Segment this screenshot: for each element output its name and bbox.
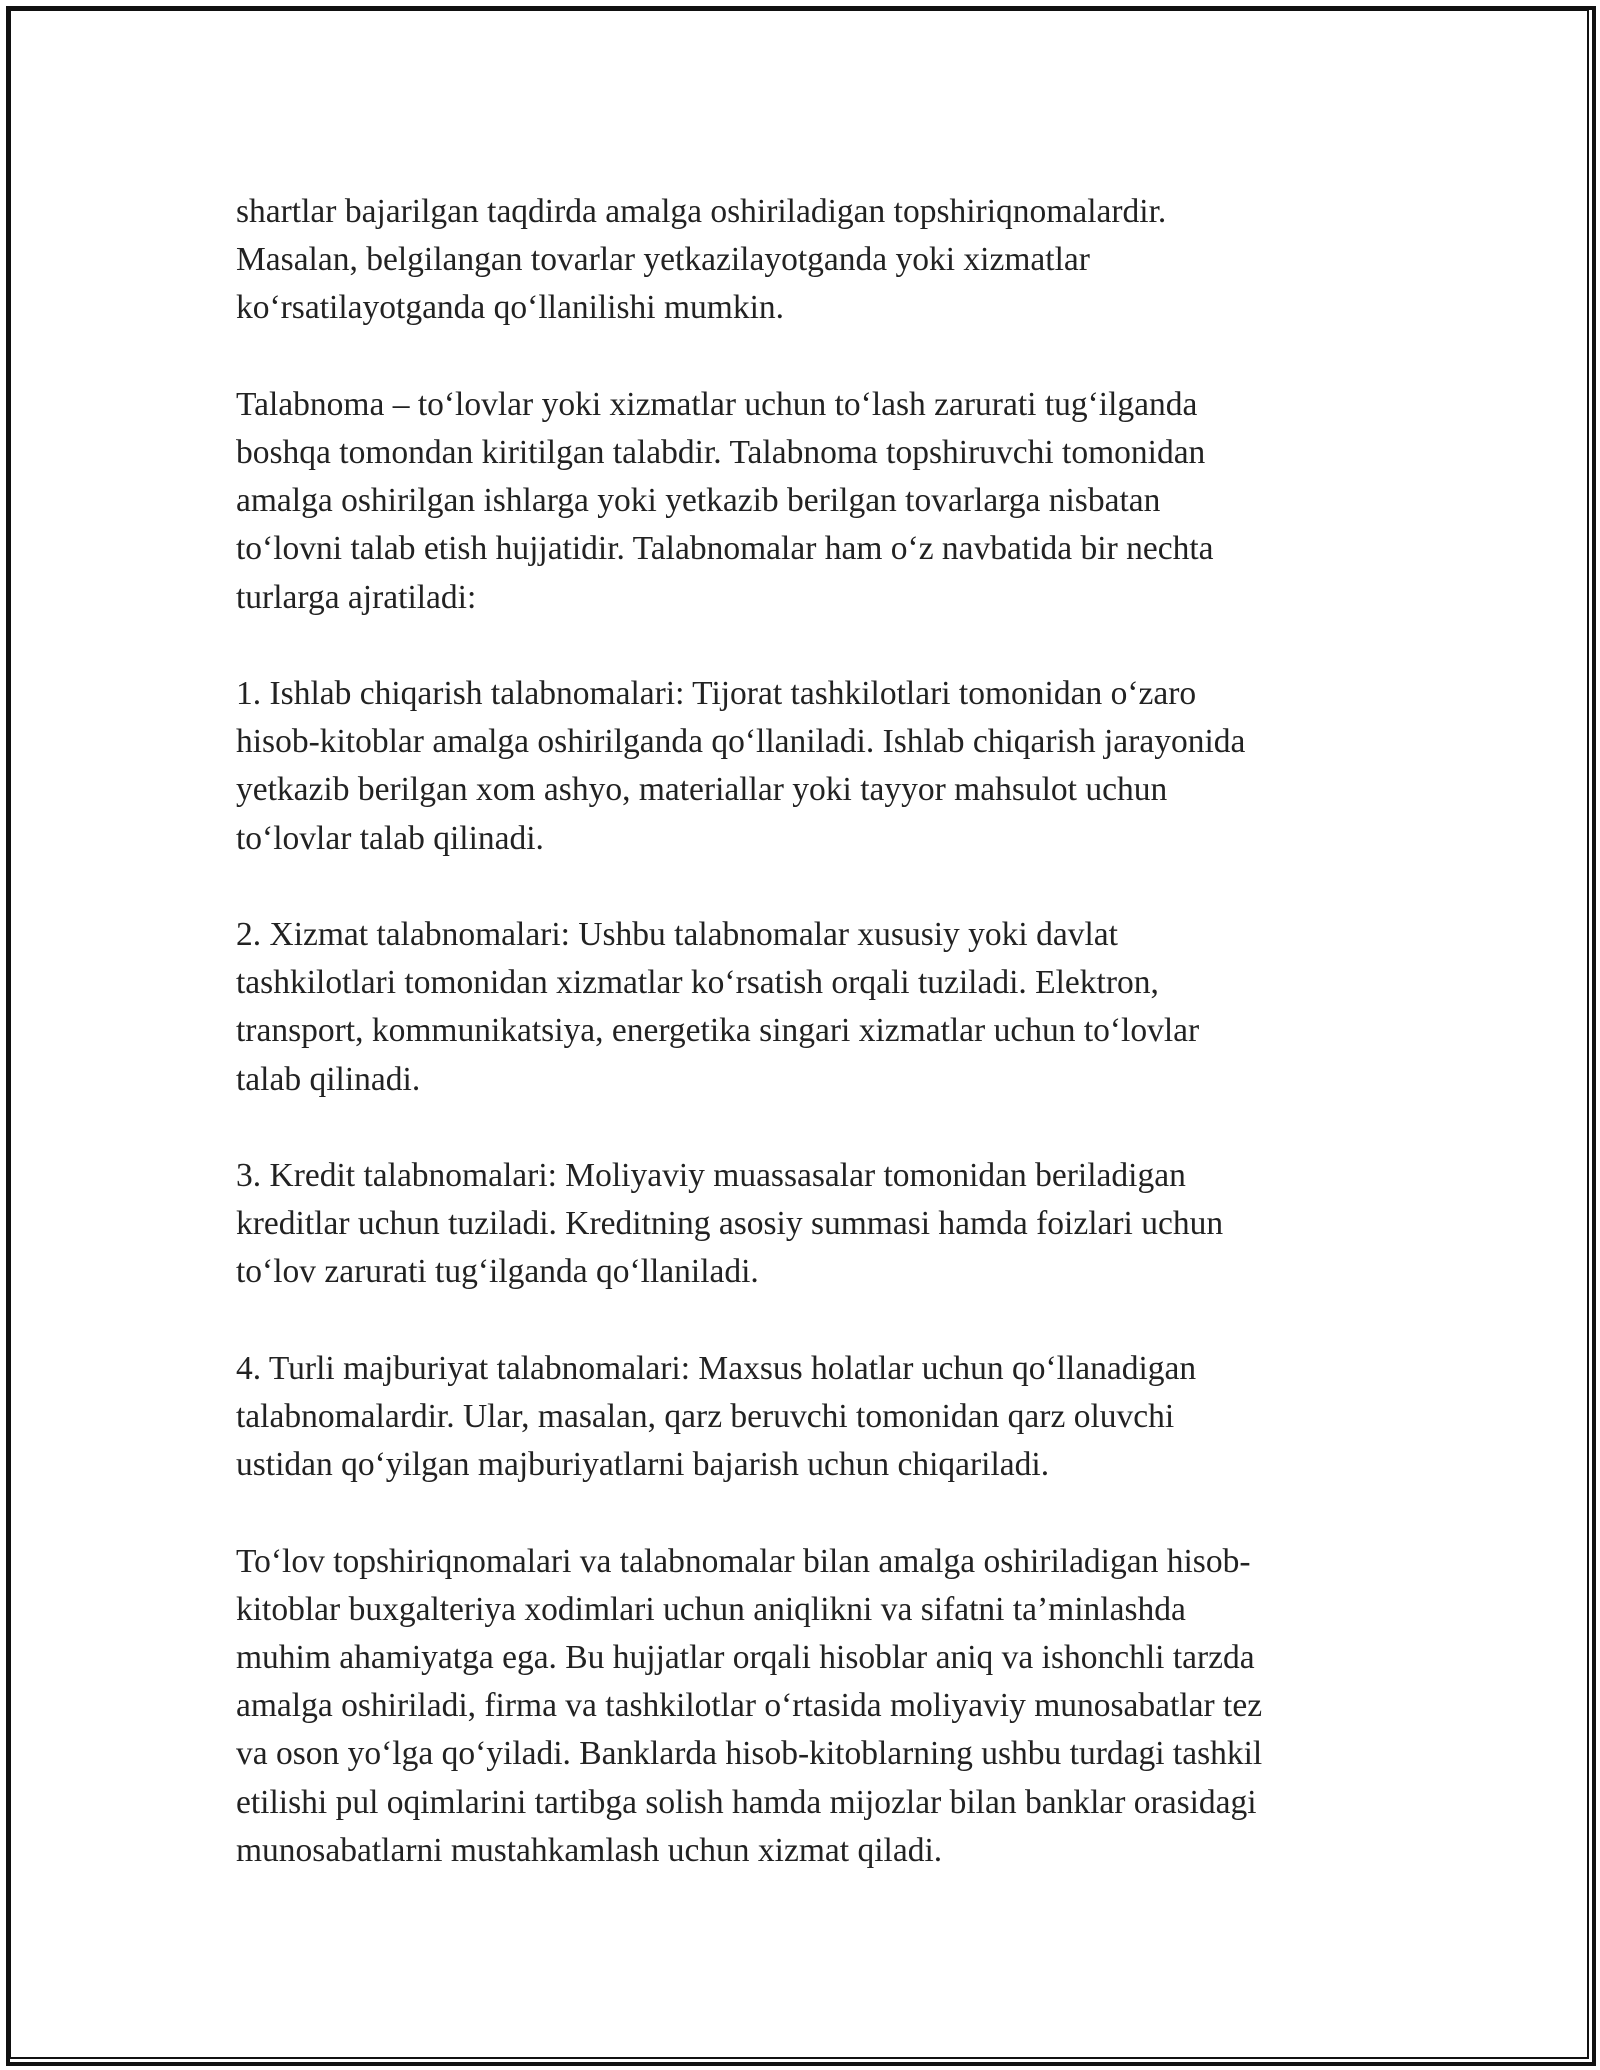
text-line: kitoblar buxgalteriya xodimlari uchun aniqlikni va sifatni ta’minlashda <box>236 1590 1186 1628</box>
text-line: ustidan qo‘yilgan majburiyatlarni bajarish uchun chiqariladi. <box>236 1446 1050 1484</box>
text-line: etilishi pul oqimlarini tartibga solish hamda mijozlar bilan banklar orasidagi <box>236 1783 1257 1821</box>
text-line: talabnomalardir. Ular, masalan, qarz beruvchi tomonidan qarz oluvchi <box>236 1398 1175 1435</box>
text-line: boshqa tomondan kiritilgan talabdir. Talabnoma topshiruvchi tomonidan <box>236 434 1206 471</box>
paragraph-conclusion <box>236 1538 1366 1875</box>
text-line: transport, kommunikatsiya, energetika singari xizmatlar uchun to‘lovlar <box>236 1012 1200 1050</box>
text-line: ko‘rsatilayotganda qo‘llanilishi mumkin. <box>236 289 785 327</box>
list-item-obligation-claims <box>236 1345 1366 1490</box>
text-line: hisob-kitoblar amalga oshirilganda qo‘llaniladi. Ishlab chiqarish jarayonida <box>236 723 1246 761</box>
list-item-service-claims <box>236 911 1366 1104</box>
paragraph-talabnoma-definition <box>236 381 1366 622</box>
text-line: va oson yo‘lga qo‘yiladi. Banklarda hisob-kitoblarning ushbu turdagi tashkil <box>236 1735 1263 1773</box>
text-line: to‘lov zarurati tug‘ilganda qo‘llaniladi. <box>236 1253 759 1291</box>
text-line: Masalan, belgilangan tovarlar yetkazilayotganda yoki xizmatlar <box>236 241 1090 279</box>
text-line: Talabnoma – to‘lovlar yoki xizmatlar uchun to‘lash zarurati tug‘ilganda <box>236 385 1198 423</box>
list-item-production-claims <box>236 670 1366 863</box>
document-body <box>236 188 1366 1923</box>
text-line: 3. Kredit talabnomalari: Moliyaviy muassasalar tomonidan beriladigan <box>236 1157 1186 1194</box>
text-line: to‘lovlar talab qilinadi. <box>236 819 544 857</box>
text-line: munosabatlarni mustahkamlash uchun xizmat qiladi. <box>236 1831 943 1869</box>
text-line: kreditlar uchun tuziladi. Kreditning asosiy summasi hamda foizlari uchun <box>236 1205 1224 1243</box>
text-line: amalga oshirilgan ishlarga yoki yetkazib berilgan tovarlarga nisbatan <box>236 482 1161 520</box>
text-line: amalga oshiriladi, firma va tashkilotlar o‘rtasida moliyaviy munosabatlar tez <box>236 1687 1263 1725</box>
text-line: yetkazib berilgan xom ashyo, materiallar yoki tayyor mahsulot uchun <box>236 771 1168 809</box>
text-line: shartlar bajarilgan taqdirda amalga oshiriladigan topshiriqnomalardir. <box>236 193 1167 230</box>
text-line: talab qilinadi. <box>236 1060 421 1098</box>
text-line: turlarga ajratiladi: <box>236 578 477 616</box>
list-item-credit-claims <box>236 1152 1366 1297</box>
text-line: to‘lovni talab etish hujjatidir. Talabnomalar ham o‘z navbatida bir nechta <box>236 530 1214 568</box>
text-line: 4. Turli majburiyat talabnomalari: Maxsus holatlar uchun qo‘llanadigan <box>236 1349 1197 1387</box>
text-line: 2. Xizmat talabnomalari: Ushbu talabnomalar xususiy yoki davlat <box>236 916 1118 953</box>
text-line: 1. Ishlab chiqarish talabnomalari: Tijorat tashkilotlari tomonidan o‘zaro <box>236 675 1197 712</box>
text-line: tashkilotlari tomonidan xizmatlar ko‘rsatish orqali tuziladi. Elektron, <box>236 964 1159 1002</box>
text-line: To‘lov topshiriqnomalari va talabnomalar bilan amalga oshiriladigan hisob- <box>236 1542 1251 1580</box>
paragraph-conditional-orders <box>236 188 1366 333</box>
text-line: muhim ahamiyatga ega. Bu hujjatlar orqali hisoblar aniq va ishonchli tarzda <box>236 1639 1255 1676</box>
